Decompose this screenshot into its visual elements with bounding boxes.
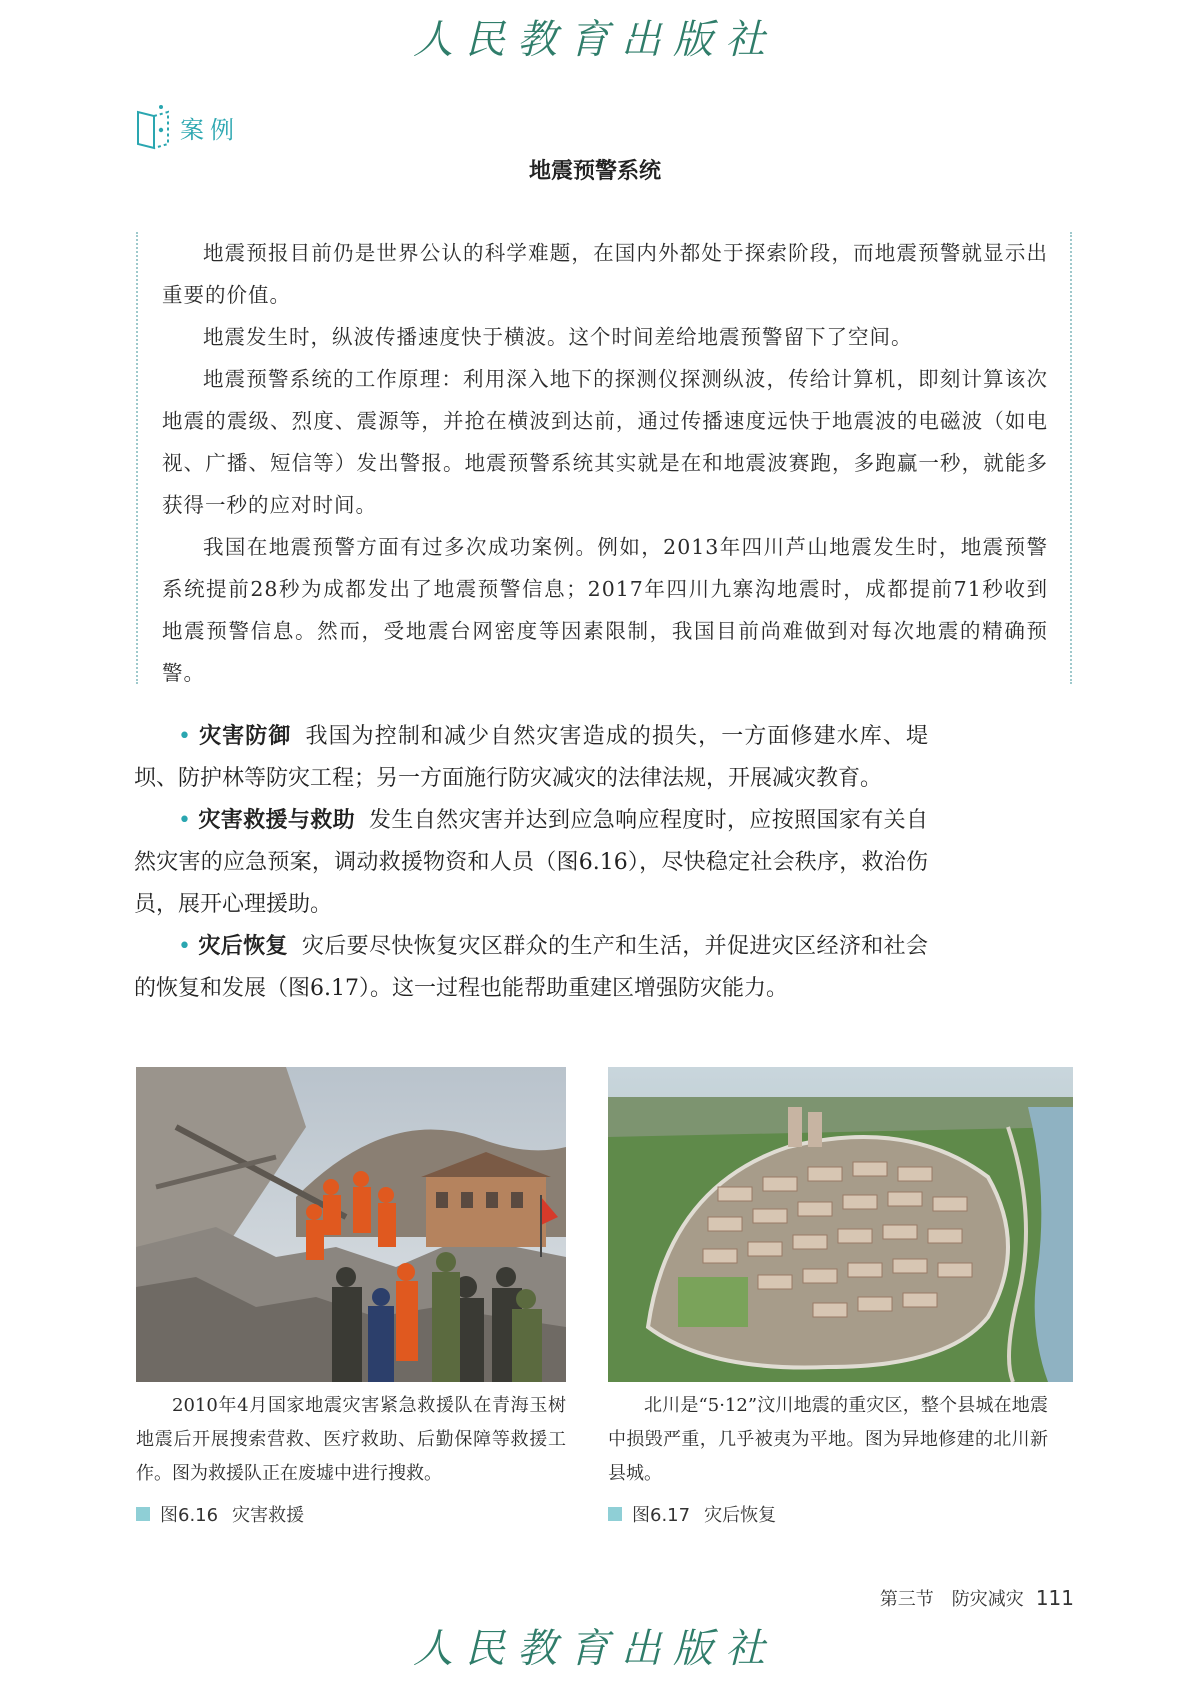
case-label: 案例 bbox=[180, 115, 240, 144]
new-town-aerial-photo bbox=[608, 1067, 1073, 1382]
section-text: 我国为控制和减少自然灾害造成的损失，一方面修建水库、堤坝、防护林等防灾工程；另一方面施行防灾减灾的法律法规，开展减灾教育。 bbox=[134, 724, 928, 791]
figure-caption: 北川是“5·12”汶川地震的重灾区，整个县城在地震中损毁严重，几乎被夷为平地。图为异地修建的北川新县城。 bbox=[608, 1395, 1048, 1484]
case-paragraph: 地震预报目前仍是世界公认的科学难题，在国内外都处于探索阶段，而地震预警就显示出重要的价值。 bbox=[162, 241, 1048, 307]
rescue-photo bbox=[136, 1067, 566, 1382]
section-disaster-rescue bbox=[134, 800, 928, 926]
case-paragraph: 地震发生时，纵波传播速度快于横波。这个时间差给地震预警留下了空间。 bbox=[203, 325, 913, 349]
figure-label bbox=[136, 1501, 304, 1527]
section-disaster-defense bbox=[134, 716, 928, 800]
bullet-dot-icon: • bbox=[178, 808, 191, 833]
figure-title: 灾后恢复 bbox=[704, 1505, 777, 1526]
section-heading: 灾后恢复 bbox=[198, 934, 288, 959]
section-text: 发生自然灾害并达到应急响应程度时，应按照国家有关自然灾害的应急预案，调动救援物资和人员（图6.16），尽快稳定社会秩序，救治伤员，展开心理援助。 bbox=[134, 808, 928, 917]
figure-caption: 2010年4月国家地震灾害紧急救援队在青海玉树地震后开展搜索营救、医疗救助、后勤保障等救援工作。图为救援队正在废墟中进行搜救。 bbox=[136, 1395, 566, 1484]
figure-number: 图6.16 bbox=[160, 1505, 219, 1526]
page-footer bbox=[880, 1585, 1074, 1611]
case-box bbox=[136, 232, 1072, 684]
case-paragraph: 我国在地震预警方面有过多次成功案例。例如，2013年四川芦山地震发生时，地震预警系统提前28秒为成都发出了地震预警信息；2017年四川九寨沟地震时，成都提前71秒收到地震预警信息。然而，受地震台网密度等因素限制，我国目前尚难做到对每次地震的精确预警。 bbox=[162, 535, 1048, 685]
label-square-icon bbox=[608, 1507, 622, 1521]
case-paragraph: 地震预警系统的工作原理：利用深入地下的探测仪探测纵波，传给计算机，即刻计算该次地震的震级、烈度、震源等，并抢在横波到达前，通过传播速度远快于地震波的电磁波（如电视、广播、短信等）发出警报。地震预警系统其实就是在和地震波赛跑，多跑赢一秒，就能多获得一秒的应对时间。 bbox=[162, 367, 1048, 517]
open-book-icon bbox=[134, 104, 172, 150]
case-title: 地震预警系统 bbox=[528, 159, 661, 184]
page-number: 111 bbox=[1035, 1586, 1074, 1610]
figure-title: 灾害救援 bbox=[232, 1505, 305, 1526]
bullet-dot-icon: • bbox=[178, 934, 191, 959]
section-heading: 灾害救援与救助 bbox=[198, 808, 355, 833]
figure-label bbox=[608, 1501, 776, 1527]
footer-section: 第三节 防灾减灾 bbox=[879, 1589, 1024, 1610]
figure-number: 图6.17 bbox=[632, 1505, 691, 1526]
case-header bbox=[134, 104, 240, 150]
main-text bbox=[134, 716, 928, 1010]
label-square-icon bbox=[136, 1507, 150, 1521]
publisher-logo-top: 人民教育出版社 bbox=[413, 17, 777, 63]
bullet-dot-icon: • bbox=[178, 724, 191, 749]
section-text: 灾后要尽快恢复灾区群众的生产和生活，并促进灾区经济和社会的恢复和发展（图6.17）。这一过程也能帮助重建区增强防灾能力。 bbox=[134, 934, 928, 1001]
section-heading: 灾害防御 bbox=[199, 724, 292, 749]
section-disaster-recovery bbox=[134, 926, 928, 1010]
publisher-logo-bottom: 人民教育出版社 bbox=[413, 1626, 777, 1672]
